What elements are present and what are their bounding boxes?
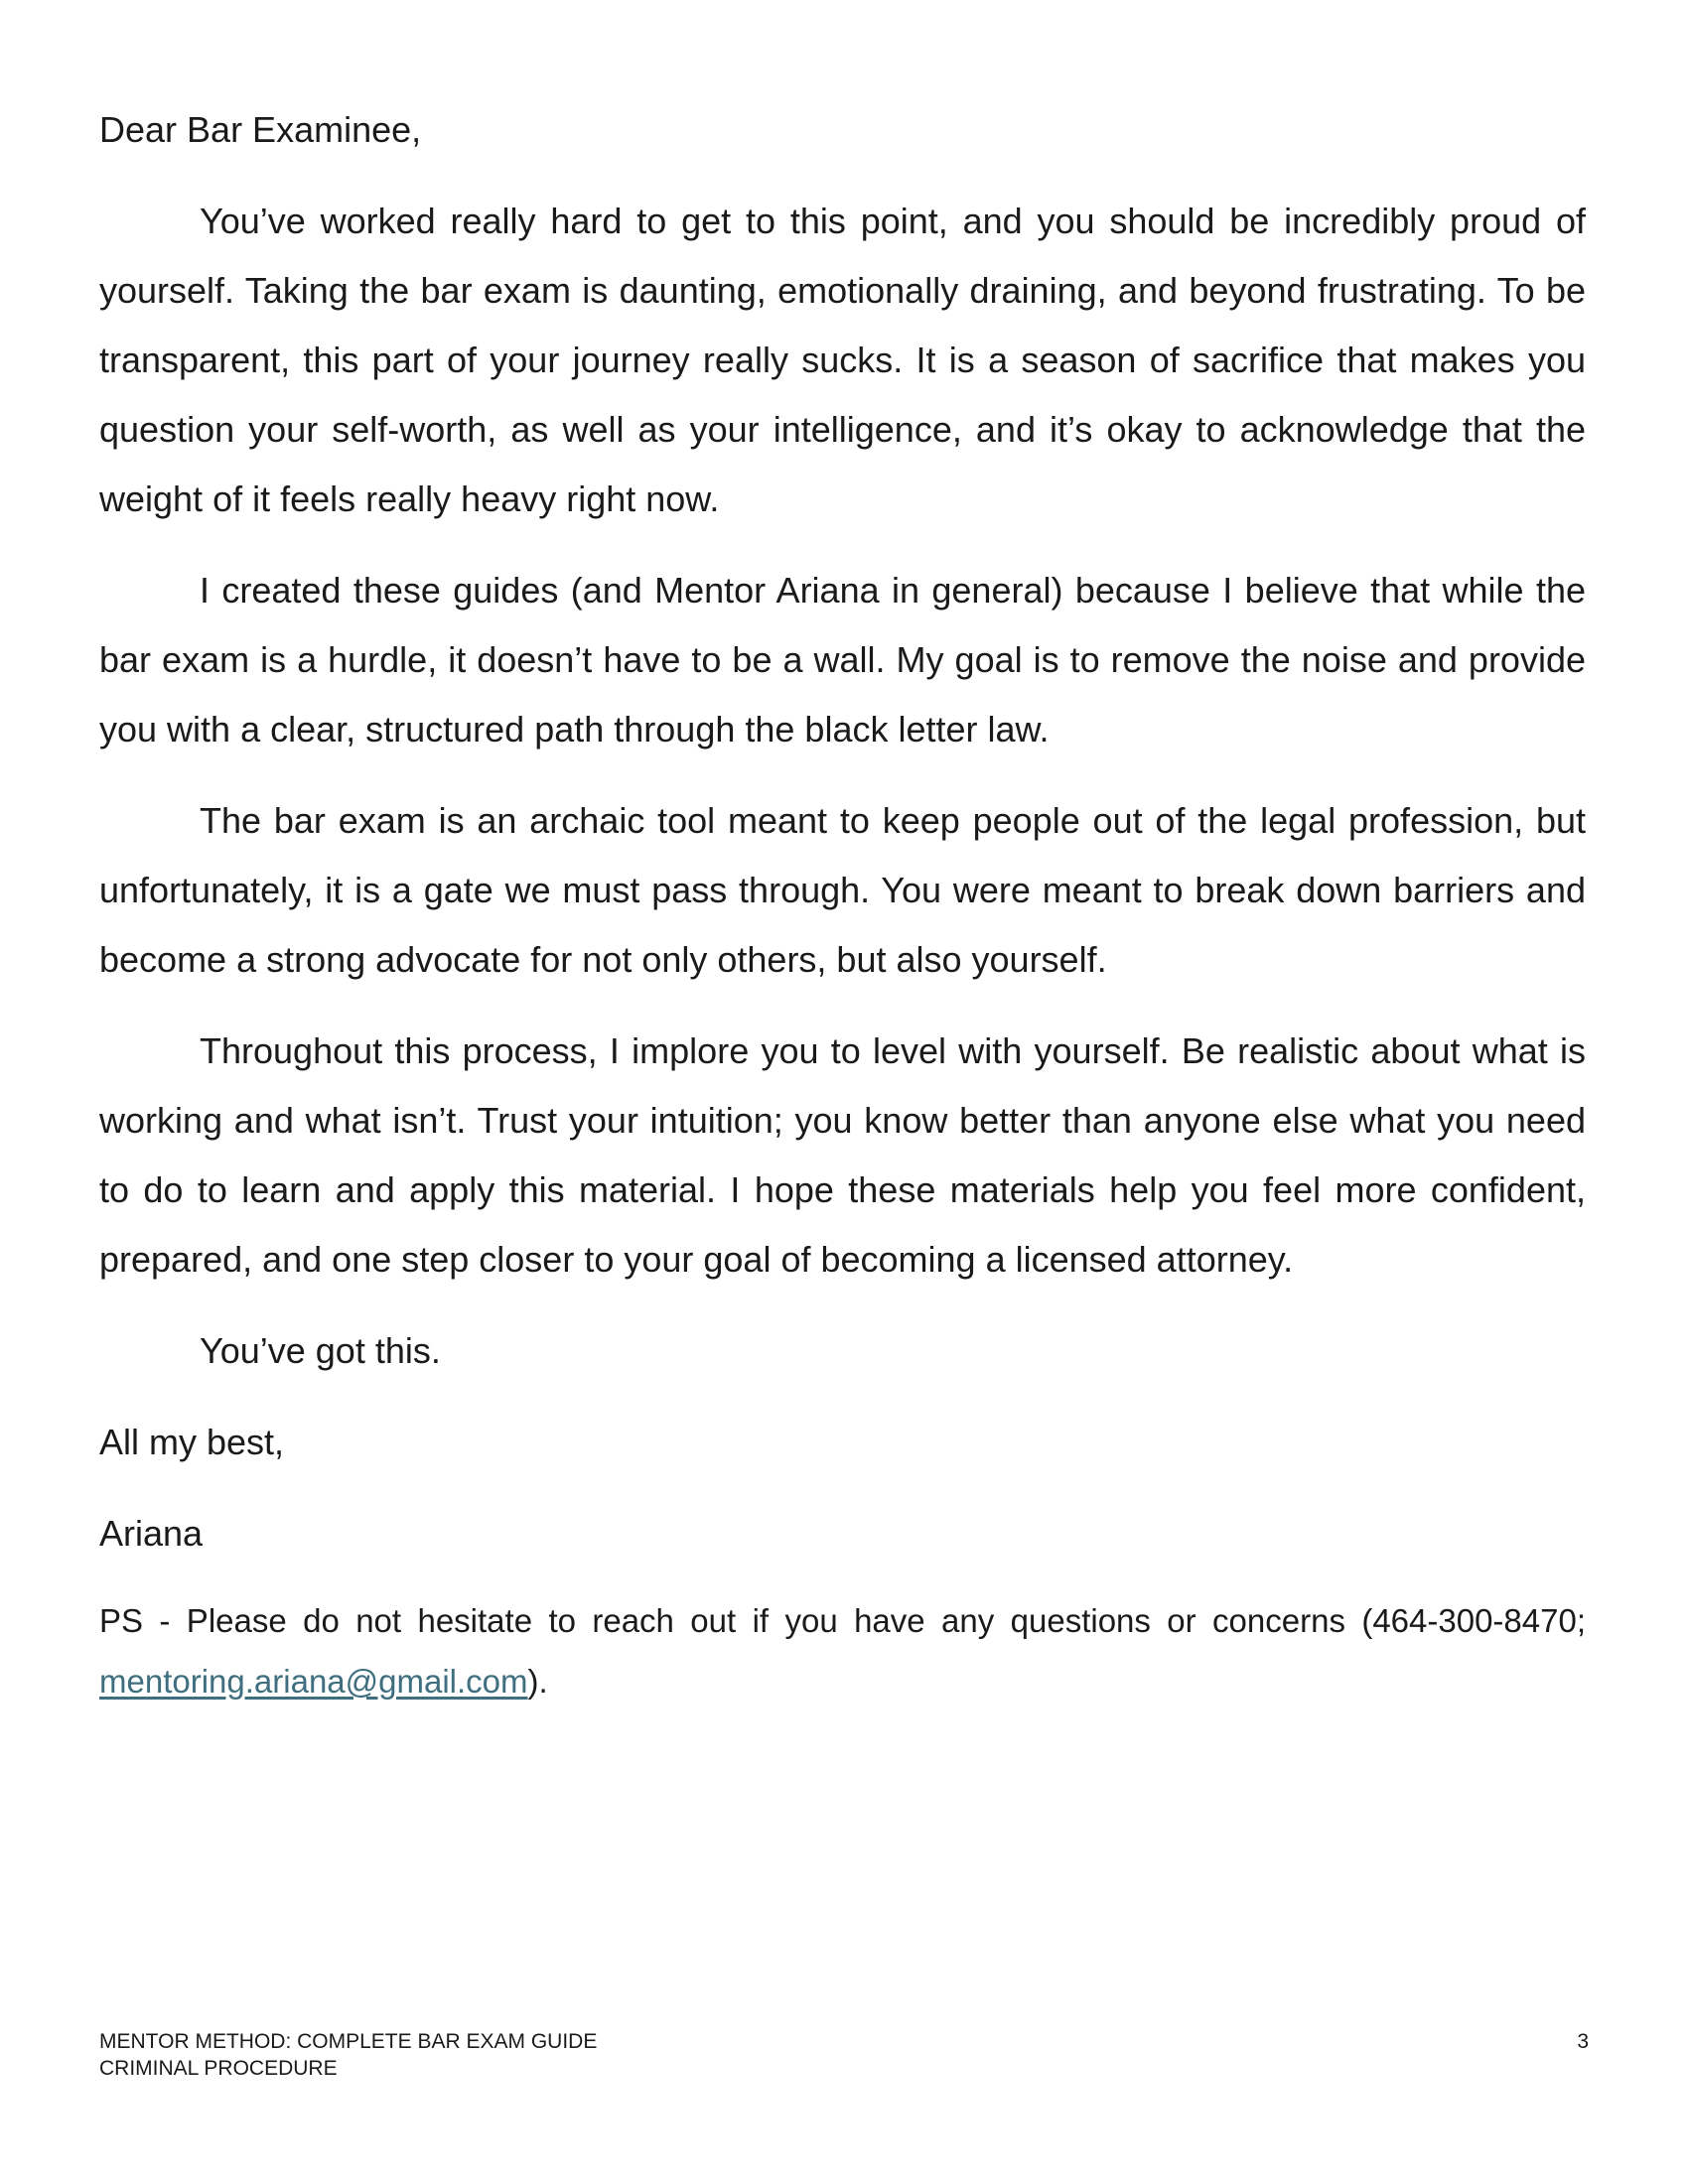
paragraph-1: You’ve worked really hard to get to this point, and you should be incredibly proud of yourself. Taking the bar exam is daunting, emotionally draining, and beyond frustrating. To be transparent, this part of your journey really sucks. It is a season of sacrifice that makes you question your self-worth, as well as your intelligence, and it’s okay to acknowledge that the weight of it feels really heavy right now.	[99, 201, 1586, 519]
email-link[interactable]: mentoring.ariana@gmail.com	[99, 1663, 528, 1700]
salutation: Dear Bar Examinee,	[99, 109, 422, 150]
postscript-suffix: ).	[527, 1663, 548, 1700]
closing: All my best,	[99, 1422, 285, 1462]
footer-title-line2: CRIMINAL PROCEDURE	[99, 2057, 338, 2080]
letter-body	[99, 95, 1586, 1711]
page-footer	[99, 2028, 1589, 2082]
paragraph-2: I created these guides (and Mentor Ariana in general) because I believe that while the bar exam is a hurdle, it doesn’t have to be a wall. My goal is to remove the noise and provide you with a clear, structured path through the black letter law.	[99, 570, 1586, 750]
postscript	[99, 1590, 1586, 1711]
postscript-text: PS - Please do not hesitate to reach out if you have any questions or concerns (464-300-8470;	[99, 1602, 1586, 1639]
footer-title-line1: MENTOR METHOD: COMPLETE BAR EXAM GUIDE	[99, 2030, 598, 2053]
paragraph-3: The bar exam is an archaic tool meant to keep people out of the legal profession, but unfortunately, it is a gate we must pass through. You were meant to break down barriers and become a strong advocate for not only others, but also yourself.	[99, 800, 1586, 980]
signature: Ariana	[99, 1513, 204, 1554]
page-number: 3	[1577, 2030, 1589, 2053]
paragraph-5: You’ve got this.	[200, 1330, 441, 1371]
paragraph-4: Throughout this process, I implore you to level with yourself. Be realistic about what is working and what isn’t. Trust your intuition; you know better than anyone else what you need to do to learn and apply this material. I hope these materials help you feel more confident, prepared, and one step closer to your goal of becoming a licensed attorney.	[99, 1030, 1586, 1280]
